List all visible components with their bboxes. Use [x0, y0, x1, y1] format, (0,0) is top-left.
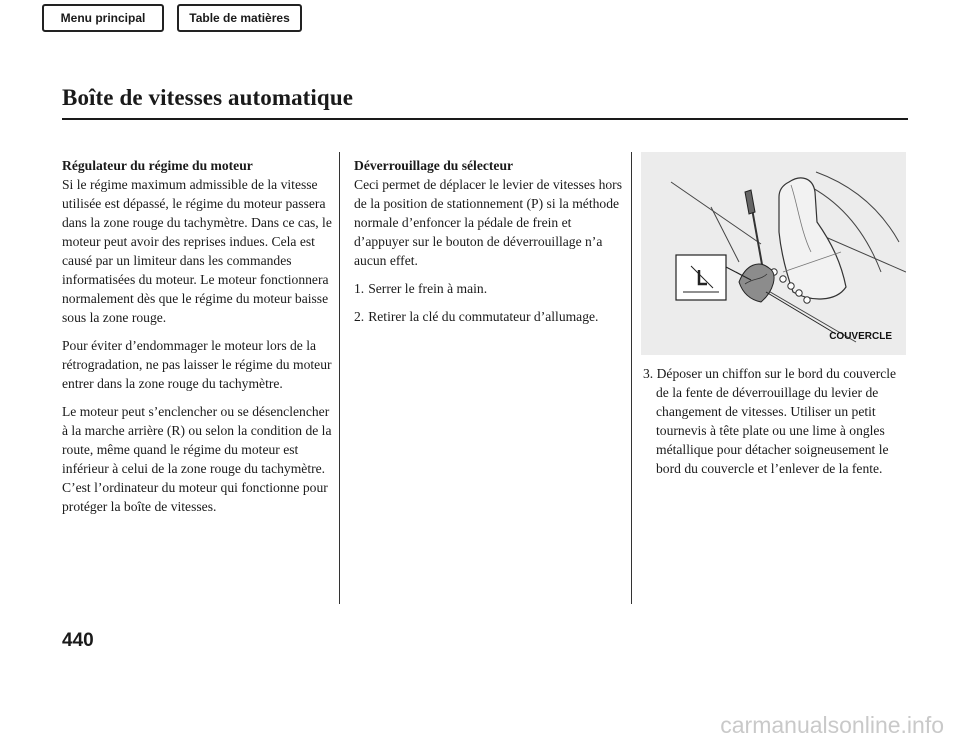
figure-label-cover: COUVERCLE — [829, 331, 892, 342]
paragraph: Pour éviter d’endommager le moteur lors de la rétrogradation, ne pas laisser le régime du moteur entrer dans la zone rouge du tachymètre. — [62, 338, 332, 391]
column-divider-left — [339, 152, 340, 604]
page-title: Boîte de vitesses automatique — [62, 85, 354, 110]
paragraph: Si le régime maximum admissible de la vitesse utilisée est dépassé, le régime du moteur passera dans la zone rouge du tachymètre. Dans ce cas, le moteur peut avoir des reprises indues. Cela est causé par un limiteur dans les commandes informatisées du moteur. Le moteur fonctionnera normalement dès que le régime du moteur baisse sous la zone rouge. — [62, 177, 332, 325]
left-column — [62, 156, 334, 525]
step-text: Serrer le frein à main. — [368, 281, 488, 296]
step-number: 3. — [643, 366, 654, 381]
table-of-contents-button[interactable]: Table de matières — [177, 4, 302, 32]
paragraph: Le moteur peut s’enclencher ou se désenclencher à la marche arrière (R) ou selon la condition de la route, même quand le régime du moteur est inférieur à celui de la zone rouge du tachymètre. C’est l’ordinateur du moteur qui fonctionne pour protéger la boîte de vitesses. — [62, 404, 332, 514]
step-text: Déposer un chiffon sur le bord du couvercle de la fente de déverrouillage du levier de changement de vitesses. Utiliser un petit tournevis à tête plate ou une lime à ongles métallique pour détacher soigneusement le bord du couvercle et l’enlever de la fente. — [656, 366, 897, 476]
shift-lock-release-illustration — [641, 152, 906, 355]
paragraph: Ceci permet de déplacer le levier de vitesses hors de la position de stationnement (P) si la méthode normale d’enfoncer la pédale de frein et d’appuyer sur le bouton de déverrouillage n’a aucun effet. — [354, 177, 622, 268]
section-heading-shift-lock-release: Déverrouillage du sélecteur — [354, 158, 514, 173]
main-menu-button[interactable]: Menu principal — [42, 4, 164, 32]
section-heading-engine-limiter: Régulateur du régime du moteur — [62, 158, 253, 173]
page-number: 440 — [62, 630, 94, 651]
step-text: Retirer la clé du commutateur d’allumage. — [368, 309, 599, 324]
watermark-text: carmanualsonline.info — [720, 712, 944, 738]
title-divider — [62, 118, 908, 120]
middle-column — [354, 156, 626, 335]
right-column — [643, 364, 911, 478]
step-item — [354, 279, 626, 298]
column-divider-right — [631, 152, 632, 604]
step-number: 2. — [354, 309, 365, 324]
step-number: 1. — [354, 281, 365, 296]
step-item — [354, 307, 626, 326]
step-item — [643, 364, 911, 478]
console-drawing — [641, 152, 906, 355]
